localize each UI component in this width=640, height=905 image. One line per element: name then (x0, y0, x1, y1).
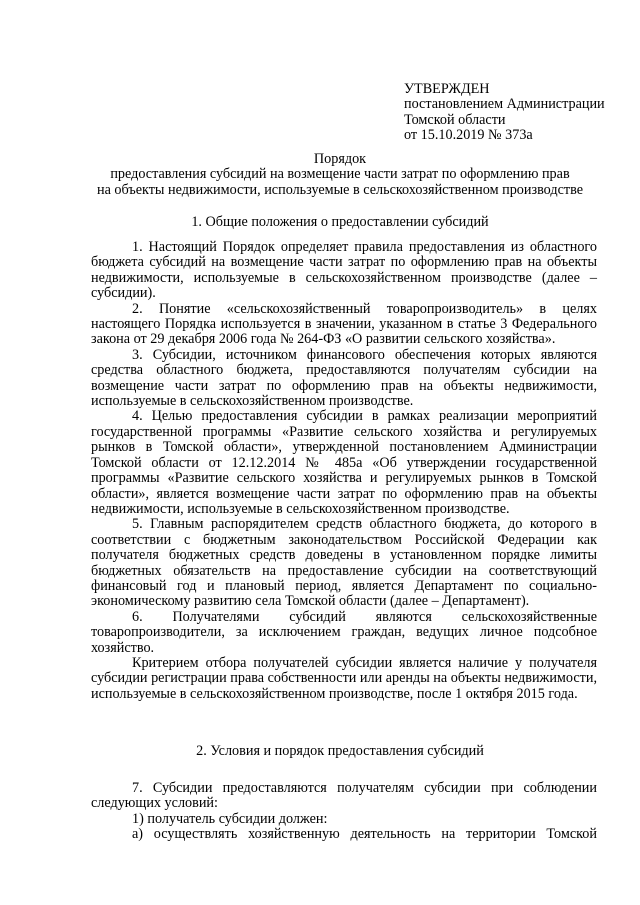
paragraph-7: 7. Субсидии предоставляются получателям субсидии при соблюдении следующих условий: (91, 780, 597, 812)
paragraph-5: 5. Главным распорядителем средств областного бюджета, до которого в соответствии с бюджетным законодательством Российской Федерации как получателя бюджетных средств доведены в установленном порядке лимиты бюджетных обязательств на предоставление субсидии на соответствующий финансовый год и плановый период, является Департамент по социально-экономическому развитию села Томской области (далее – Департамент). (91, 516, 597, 610)
section-1-heading: 1. Общие положения о предоставлении субсидий (191, 214, 489, 230)
paragraph-1: 1. Настоящий Порядок определяет правила предоставления из областного бюджета субсидий на возмещение части затрат по оформлению прав на объекты недвижимости, используемые в сельскохозяйственном производстве (далее – субсидии). (91, 239, 597, 302)
section-2-body (91, 781, 597, 843)
approval-region: Томской области (404, 111, 506, 128)
paragraph-2: 2. Понятие «сельскохозяйственный товаропроизводитель» в целях настоящего Порядка используется в значении, указанном в статье 3 Федерального закона от 29 декабря 2006 года № 264-ФЗ «О развитии сельского хозяйства». (91, 300, 597, 348)
paragraph-3: 3. Субсидии, источником финансового обеспечения которых являются средства областного бюджета, предоставляются получателям субсидии на возмещение части затрат по оформлению прав на объекты недвижимости, используемые в сельскохозяйственном производстве. (91, 346, 597, 410)
approval-date-number: от 15.10.2019 № 373а (404, 127, 533, 144)
paragraph-6: 6. Получателями субсидий являются сельскохозяйственные товаропроизводители, за исключением граждан, ведущих личное подсобное хозяйство. (91, 608, 597, 656)
paragraph-4: 4. Целью предоставления субсидии в рамках реализации мероприятий государственной программы «Развитие сельского хозяйства и регулируемых рынков в Томской области», утвержденной постановлением Администрации Томской области от 12.12.2014 № 485а «Об утверждении государственной программы «Развитие сельского хозяйства и регулируемых рынков в Томской области», является возмещение части затрат по оформлению прав на объекты недвижимости, используемые в сельскохозяйственном производстве. (91, 408, 597, 517)
document-title (70, 152, 610, 198)
paragraph-7-item-1a: а) осуществлять хозяйственную деятельность на территории Томской (132, 826, 597, 843)
paragraph-criterion: Критерием отбора получателей субсидии является наличие у получателя субсидии регистрации права собственности или аренды на объекты недвижимости, используемые в сельскохозяйственном производстве, после 1 октября 2015 года. (91, 654, 597, 702)
section-1-body (91, 240, 597, 702)
approval-title: УТВЕРЖДЕН (404, 81, 490, 97)
section-2-heading: 2. Условия и порядок предоставления субсидий (196, 743, 484, 759)
title-line-2: предоставления субсидий на возмещение части затрат по оформлению прав (110, 166, 570, 183)
approval-resolution: постановлением Администрации (404, 96, 605, 113)
paragraph-7-item-1: 1) получатель субсидии должен: (132, 810, 328, 827)
title-line-3: на объекты недвижимости, используемые в сельскохозяйственном производстве (96, 181, 583, 198)
title-line-1: Порядок (313, 151, 367, 167)
approval-block (404, 81, 605, 144)
